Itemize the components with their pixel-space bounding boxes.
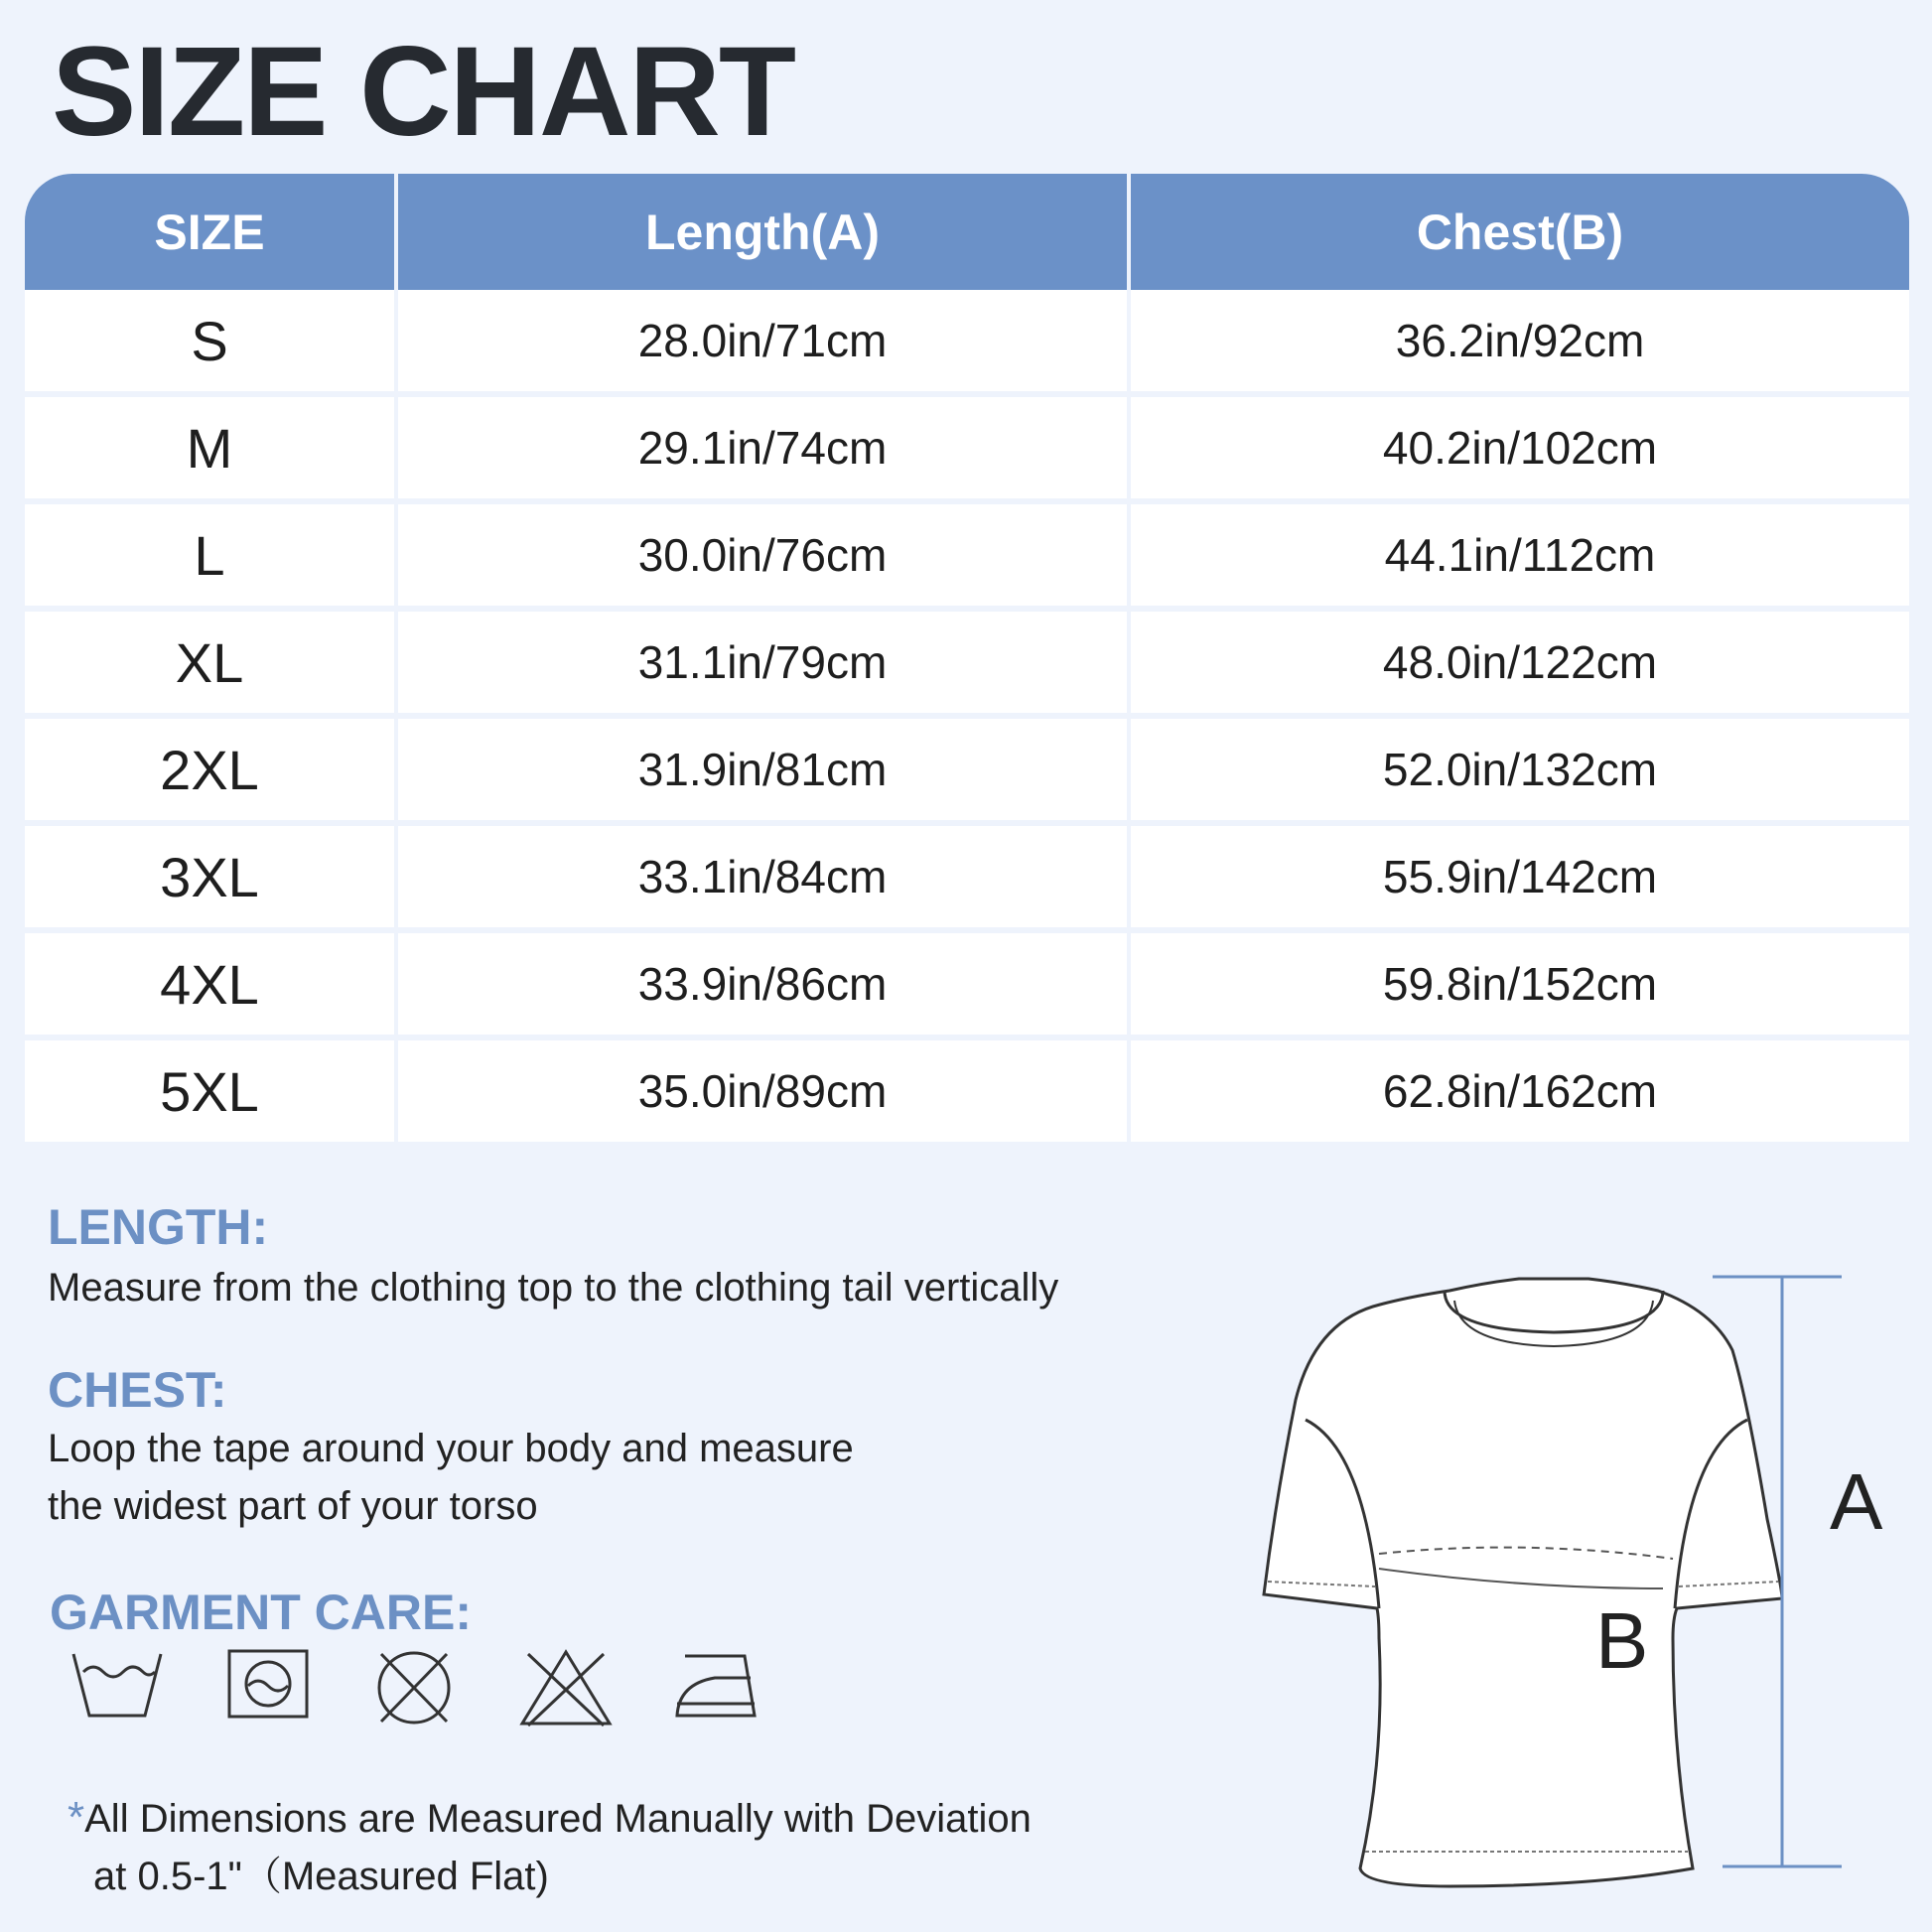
- size-cell: 3XL: [25, 826, 394, 927]
- chest-text-line2: the widest part of your torso: [48, 1484, 538, 1528]
- header-chest: Chest(B): [1131, 174, 1909, 290]
- size-cell: M: [25, 397, 394, 498]
- note-line1: All Dimensions are Measured Manually with Deviation: [84, 1797, 1032, 1841]
- length-cell: 35.0in/89cm: [398, 1040, 1127, 1142]
- length-cell: 29.1in/74cm: [398, 397, 1127, 498]
- measurement-note: [68, 1789, 1160, 1905]
- table-row: [25, 933, 1909, 1035]
- size-cell: 2XL: [25, 719, 394, 820]
- length-cell: 33.9in/86cm: [398, 933, 1127, 1035]
- chest-cell: 48.0in/122cm: [1131, 612, 1909, 713]
- table-row: [25, 504, 1909, 606]
- header-length: Length(A): [398, 174, 1127, 290]
- page-title: SIZE CHART: [52, 21, 794, 163]
- chest-text-line1: Loop the tape around your body and measure: [48, 1427, 854, 1470]
- chest-cell: 59.8in/152cm: [1131, 933, 1909, 1035]
- garment-care-heading: GARMENT CARE:: [50, 1585, 472, 1640]
- chest-cell: 44.1in/112cm: [1131, 504, 1909, 606]
- chest-info: [48, 1362, 1219, 1535]
- length-cell: 33.1in/84cm: [398, 826, 1127, 927]
- do-not-dry-clean-icon: [371, 1648, 457, 1727]
- length-info: [48, 1199, 1219, 1316]
- chest-heading: CHEST:: [48, 1362, 227, 1418]
- size-cell: 5XL: [25, 1040, 394, 1142]
- table-body: [25, 290, 1909, 1142]
- length-cell: 31.9in/81cm: [398, 719, 1127, 820]
- header-size: SIZE: [154, 204, 265, 260]
- tshirt-diagram: [1246, 1261, 1901, 1896]
- iron-icon: [675, 1648, 759, 1724]
- care-icons: [69, 1648, 820, 1727]
- size-cell: XL: [25, 612, 394, 713]
- length-cell: 30.0in/76cm: [398, 504, 1127, 606]
- length-cell: 31.1in/79cm: [398, 612, 1127, 713]
- table-row: [25, 290, 1909, 391]
- chest-cell: 62.8in/162cm: [1131, 1040, 1909, 1142]
- chest-cell: 55.9in/142cm: [1131, 826, 1909, 927]
- label-a: A: [1830, 1457, 1883, 1546]
- chest-cell: 36.2in/92cm: [1131, 290, 1909, 391]
- table-header: [25, 174, 1909, 290]
- size-cell: L: [25, 504, 394, 606]
- chest-cell: 40.2in/102cm: [1131, 397, 1909, 498]
- size-cell: S: [25, 290, 394, 391]
- table-row: [25, 397, 1909, 498]
- size-table: [25, 174, 1909, 1142]
- note-asterisk: *: [68, 1793, 85, 1842]
- length-cell: 28.0in/71cm: [398, 290, 1127, 391]
- table-row: [25, 612, 1909, 713]
- label-b: B: [1595, 1596, 1649, 1685]
- table-row: [25, 719, 1909, 820]
- hand-wash-icon: [69, 1648, 165, 1724]
- note-line2: at 0.5-1"（Measured Flat): [93, 1855, 549, 1898]
- length-heading: LENGTH:: [48, 1199, 269, 1255]
- size-cell: 4XL: [25, 933, 394, 1035]
- table-row: [25, 1040, 1909, 1142]
- tumble-dry-icon: [226, 1648, 310, 1720]
- table-row: [25, 826, 1909, 927]
- length-text: Measure from the clothing top to the clothing tail vertically: [48, 1266, 1059, 1310]
- chest-cell: 52.0in/132cm: [1131, 719, 1909, 820]
- tshirt-outline: [1264, 1279, 1782, 1886]
- do-not-bleach-icon: [518, 1648, 614, 1727]
